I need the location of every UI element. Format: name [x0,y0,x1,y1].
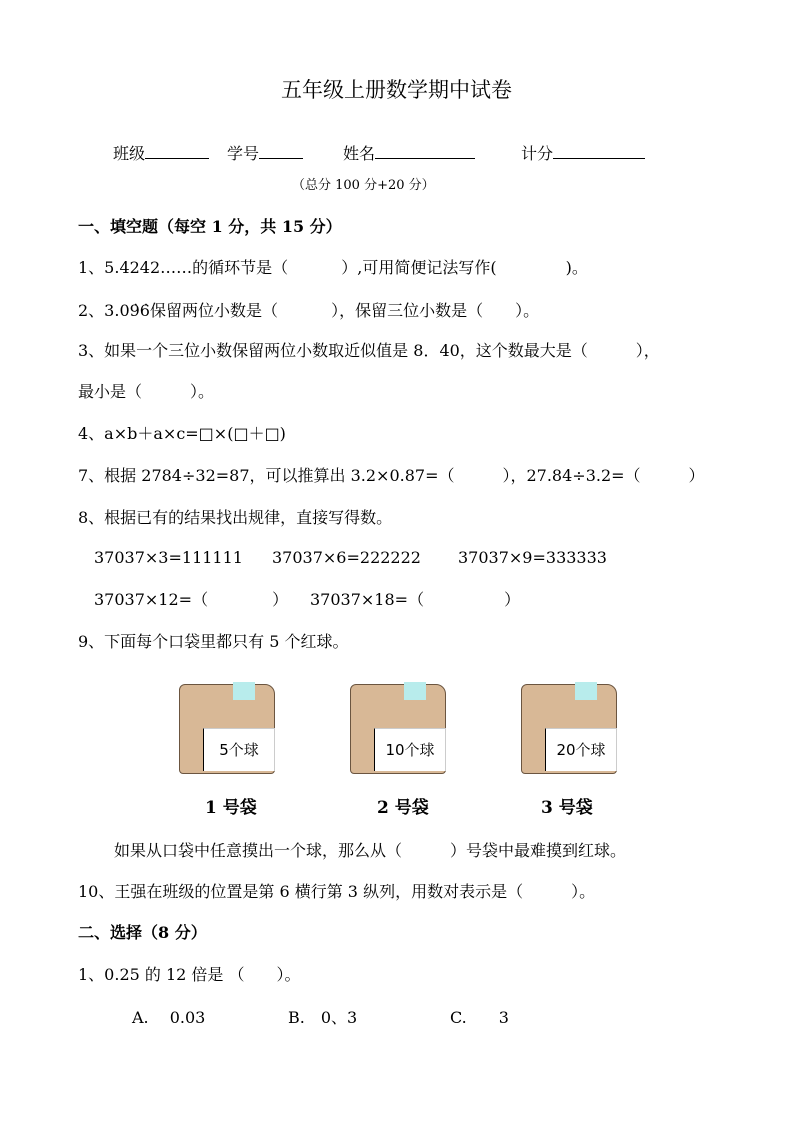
question-9-text: 如果从口袋中任意摸出一个球，那么从（ ）号袋中最难摸到红球。 [114,841,627,860]
class-label: 班级 [113,144,146,163]
section1-heading: 一、填空题（每空 1 分，共 15 分） [78,217,342,236]
option-a: A. 0.03 [132,1008,206,1027]
option-b: B. 0、3 [288,1008,358,1027]
id-blank[interactable] [259,142,303,159]
bag-card: 10个球 [374,728,446,771]
choice-question-1: 1、0.25 的 12 倍是 （ ）。 [78,965,301,984]
score-label: 计分 [521,144,554,163]
q8-example-3: 37037×9=333333 [458,548,607,567]
total-score-note: （总分 100 分+20 分） [292,178,435,193]
page-title: 五年级上册数学期中试卷 [281,78,512,102]
q8-example-1: 37037×3=111111 [94,548,243,567]
option-c: C. 3 [450,1008,509,1027]
bag-card: 20个球 [545,728,617,771]
bag-2-label: 2 号袋 [377,798,429,818]
bag-3-image [519,680,619,776]
q8-blank-1: 37037×12=（ ） [94,590,289,609]
question-10: 10、王强在班级的位置是第 6 横行第 3 纵列，用数对表示是（ ）。 [78,882,596,901]
bag-2-image [348,680,448,776]
bag-card: 5个球 [203,728,275,771]
question-3-cont: 最小是（ ）。 [78,382,215,401]
question-2: 2、3.09̇6̇保留两位小数是（ ），保留三位小数是（ ）。 [78,301,540,320]
name-label: 姓名 [343,144,376,163]
class-blank[interactable] [145,142,209,159]
question-8: 8、根据已有的结果找出规律，直接写得数。 [78,508,393,527]
name-blank[interactable] [375,142,475,159]
question-4: 4、a×b＋a×c=□×(□＋□) [78,424,286,443]
section2-heading: 二、选择（8 分） [78,923,207,942]
question-7: 7、根据 2784÷32=87，可以推算出 3.2×0.87=（ ），27.84÷3.2=（ ） [78,466,705,485]
student-info-row [113,142,645,164]
question-3: 3、如果一个三位小数保留两位小数取近似值是 8．40，这个数最大是（ ）， [78,341,660,360]
q8-example-2: 37037×6=222222 [272,548,421,567]
id-label: 学号 [227,144,260,163]
question-9: 9、下面每个口袋里都只有 5 个红球。 [78,632,349,651]
bag-1-label: 1 号袋 [205,798,257,818]
question-1: 1、5.4242……的循环节是（ ）,可用简便记法写作( )。 [78,258,588,277]
score-blank[interactable] [553,142,645,159]
q8-blank-2: 37037×18=（ ） [310,590,521,609]
bag-3-label: 3 号袋 [541,798,593,818]
bag-1-image [177,680,277,776]
